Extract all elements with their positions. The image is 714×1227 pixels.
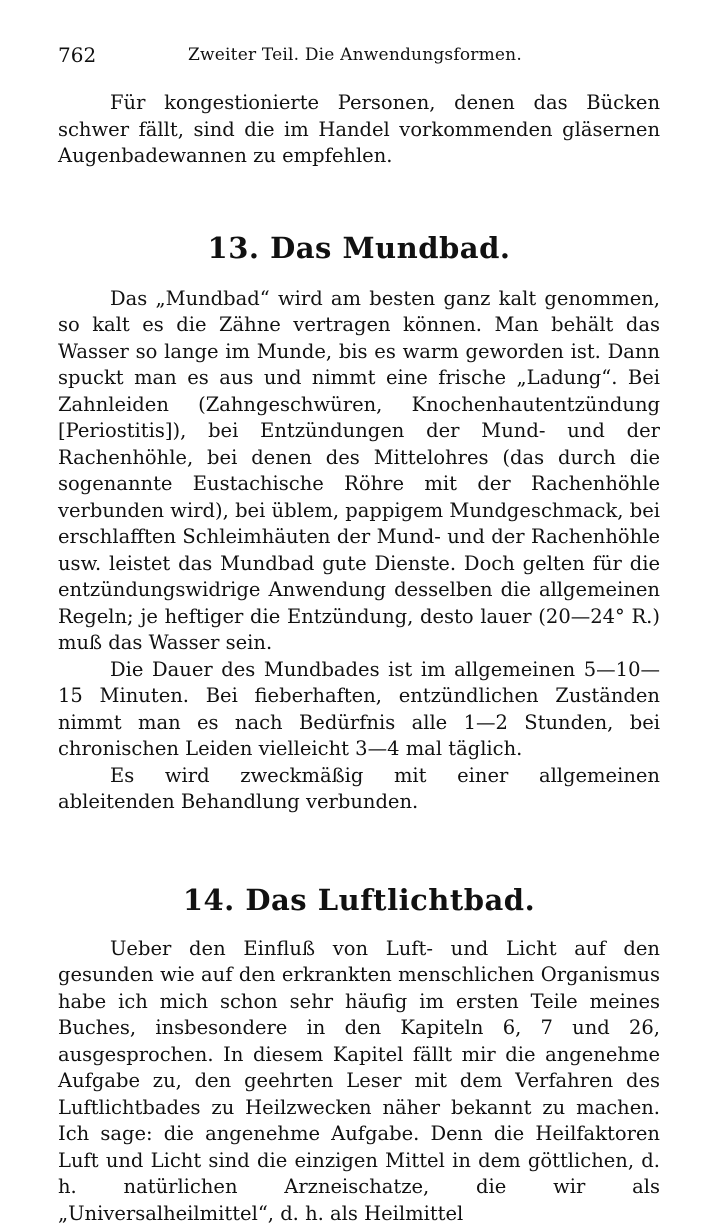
running-head: [58, 40, 660, 70]
section-13-paragraph-2: Die Dauer des Mundbades ist im allgemeinen 5—10—15 Minuten. Bei fieberhaften, entzündlichen Zuständen nimmt man es nach Bedürfnis alle 1—2 Stunden, bei chronischen Leiden vielleicht 3—4 mal täglich.: [58, 657, 660, 763]
section-13-paragraph-1: Das „Mundbad“ wird am besten ganz kalt genommen, so kalt es die Zähne vertragen können. Man behält das Wasser so lange im Munde, bis es warm geworden ist. Dann spuckt man es aus und nimmt eine frische „Ladung“. Bei Zahnleiden (Zahngeschwüren, Knochenhautentzündung [Periostitis]), bei Entzündungen der Mund- und der Rachenhöhle, bei denen des Mittelohres (das durch die sogenannte Eustachische Röhre mit der Rachenhöhle verbunden wird), bei üblem, pappigem Mundgeschmack, bei erschlafften Schleimhäuten der Mund- und der Rachenhöhle usw. leistet das Mundbad gute Dienste. Doch gelten für die entzündungswidrige Anwendung desselben die allgemeinen Regeln; je heftiger die Entzündung, desto lauer (20—24° R.) muß das Wasser sein.: [58, 286, 660, 657]
section-13-heading: 13. Das Mundbad.: [58, 228, 660, 268]
page-number: 762: [58, 40, 96, 70]
section-14-heading: 14. Das Luftlichtbad.: [58, 880, 660, 920]
running-head-title: Zweiter Teil. Die Anwendungsformen.: [188, 40, 522, 70]
intro-paragraph: Für kongestionierte Personen, denen das Bücken schwer fällt, sind die im Handel vorkommenden gläsernen Augenbadewannen zu empfehlen.: [58, 90, 660, 170]
section-14-paragraph-1: Ueber den Einfluß von Luft- und Licht auf den gesunden wie auf den erkrankten menschlichen Organismus habe ich mich schon sehr häufig im ersten Teile meines Buches, insbesondere in den Kapiteln 6, 7 und 26, ausgesprochen. In diesem Kapitel fällt mir die angenehme Aufgabe zu, den geehrten Leser mit dem Verfahren des Luftlichtbades zu Heilzwecken näher bekannt zu machen. Ich sage: die angenehme Aufgabe. Denn die Heilfaktoren Luft und Licht sind die einzigen Mittel in dem göttlichen, d. h. natürlichen Arzneischatze, die wir als „Universalheilmittel“, d. h. als Heilmittel: [58, 936, 660, 1227]
section-13-paragraph-3: Es wird zweckmäßig mit einer allgemeinen ableitenden Behandlung verbunden.: [58, 763, 660, 816]
